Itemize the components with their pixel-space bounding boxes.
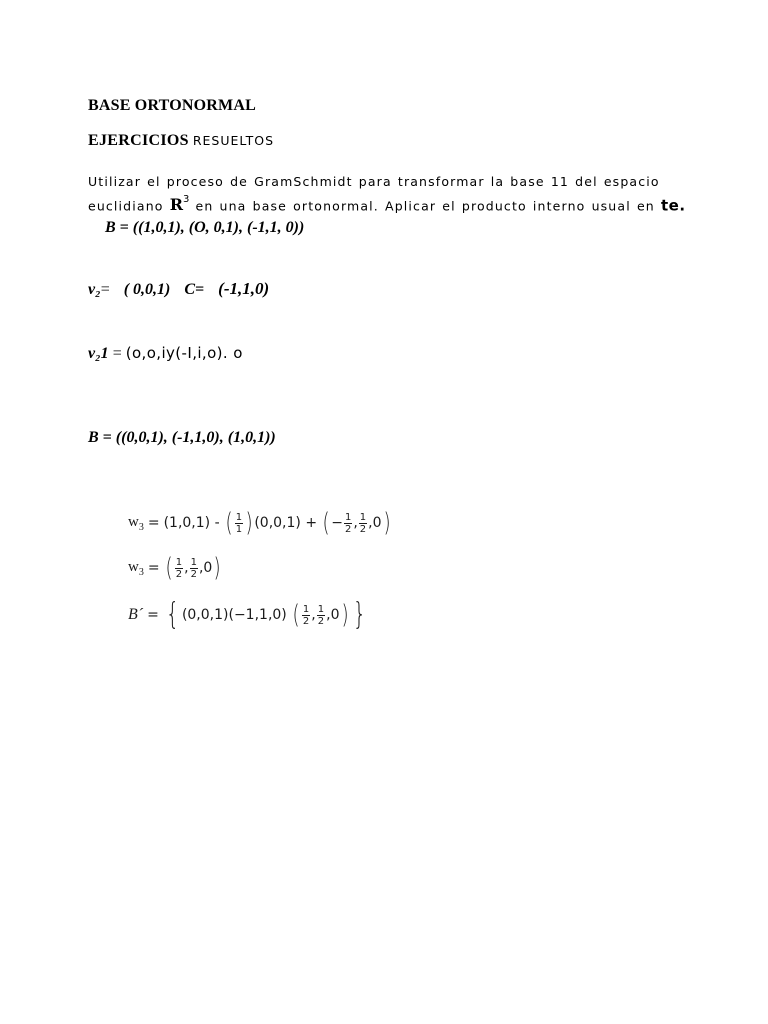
f1-fraction-3: $\frac{1}{2}$ [359, 511, 367, 535]
f2-equals: = [147, 560, 160, 576]
formula-image [128, 500, 398, 650]
f3-vectors: (0,0,1)(−1,1,0) [181, 607, 287, 623]
v2-1-value: (o,o,iy(-I,i,o). o [125, 344, 243, 362]
v2-1-label: v₂1 [88, 345, 109, 362]
w3-label: $w_3$ [128, 513, 144, 533]
v2-equals: = [100, 281, 110, 298]
orthonormal-basis-formula: B´ = { (0,0,1)(−1,1,0) ( $\frac{1}{2}$ , $\frac{1}{2}$ , 0 ) } [128, 597, 366, 632]
w3-label-2: $w_3$ [128, 558, 144, 578]
f2-fraction-2: $\frac{1}{2}$ [190, 556, 197, 580]
exercise-statement [88, 172, 708, 216]
subtitle-bold: EJERCICIOS [88, 132, 189, 149]
statement-line-1: Utilizar el proceso de GramSchmidt para transformar la base 11 del espacio [88, 174, 660, 189]
statement-line-2-end: te. [660, 196, 686, 215]
c-value: (-1,1,0) [218, 279, 270, 298]
f3-fraction-1: $\frac{1}{2}$ [302, 603, 310, 627]
b-prime-label: B´ [128, 606, 144, 623]
statement-line-2-start: euclidiano [88, 198, 164, 214]
f1-fraction-2: $\frac{1}{2}$ [344, 511, 352, 535]
statement-line-2 [88, 192, 708, 216]
w3-formula-2: $w_3$ = ( $\frac{1}{2}$ , $\frac{1}{2}$ , 0 ) [128, 553, 221, 583]
v2-value: ( 0,0,1) [123, 281, 171, 298]
v2-label: v₂ [88, 281, 101, 298]
document-subtitle [88, 132, 274, 150]
f1-equals: = [147, 515, 160, 531]
statement-line-2-mid: en una base ortonormal. Aplicar el producto interno usual en [195, 198, 655, 214]
f1-term-b: (0,0,1) + [254, 515, 318, 531]
f3-fraction-2: $\frac{1}{2}$ [317, 603, 325, 627]
f2-fraction-1: $\frac{1}{2}$ [175, 556, 183, 580]
c-label: C= [184, 281, 205, 298]
r3-base: R [169, 195, 183, 215]
w3-formula-1: $w_3$ = (1,0,1) - ( $\frac{1}{1}$ ) (0,0,1) + ( − $\frac{1}{2}$ , $\frac{1}{2}$ , 0 ) [128, 508, 391, 538]
f3-equals: = [147, 607, 159, 623]
f1-fraction: $\frac{1}{1}$ [235, 511, 243, 535]
v2-1-equals: = [112, 345, 122, 362]
subtitle-light: RESUELTOS [192, 133, 275, 148]
v2-1-line [88, 344, 243, 363]
document-title: BASE ORTONORMAL [88, 97, 256, 114]
r3-exponent: 3 [183, 194, 190, 205]
f1-term-a: (1,0,1) - [163, 515, 220, 531]
v2-c-line [88, 279, 269, 299]
reordered-basis-line: B = ((0,0,1), (-1,1,0), (1,0,1)) [88, 429, 276, 446]
basis-b-line: B = ((1,0,1), (O, 0,1), (-1,1, 0)) [105, 219, 305, 236]
r3-symbol [170, 195, 190, 214]
